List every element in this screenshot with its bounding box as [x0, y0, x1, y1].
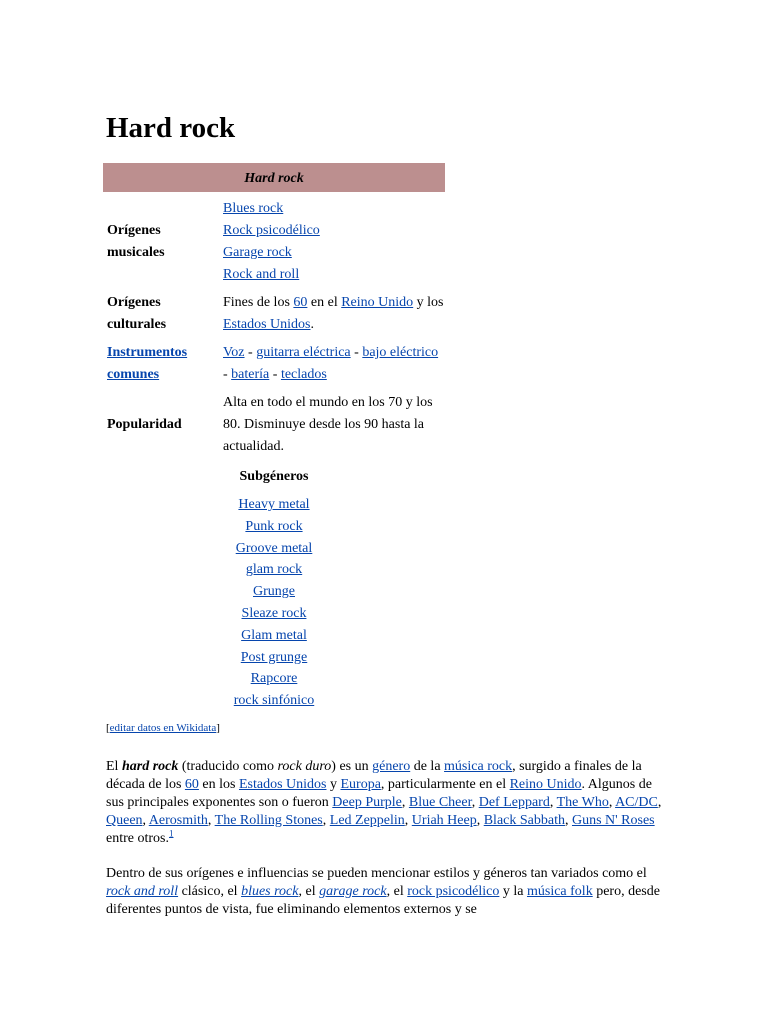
link-blues-rock[interactable]	[241, 884, 298, 899]
text: clásico, el	[178, 884, 242, 899]
text: de la	[410, 759, 445, 774]
subgeneros-title: Subgéneros	[239, 469, 309, 484]
text: pero, desde diferentes puntos de vista, fue eliminando elementos externos y se	[106, 884, 660, 917]
link-band[interactable]: AC/DC	[615, 795, 658, 810]
text: ,	[657, 795, 662, 810]
term: rock duro	[277, 759, 332, 774]
separator: -	[244, 345, 257, 360]
label-line: Instrumentos	[107, 345, 188, 360]
label-line: musicales	[107, 245, 165, 260]
subgeneros-list	[103, 494, 445, 712]
link-subgenero[interactable]: Post grunge	[240, 649, 308, 665]
text: , el	[298, 884, 320, 899]
link-teclados[interactable]: teclados	[280, 367, 327, 382]
link-band[interactable]: The Who	[556, 795, 609, 810]
separator: -	[350, 345, 363, 360]
text: ,	[476, 813, 484, 828]
text: ,	[564, 813, 572, 828]
article-body	[106, 758, 666, 936]
link-band[interactable]: Black Sabbath	[483, 813, 565, 828]
link-genero[interactable]: género	[372, 759, 411, 774]
paragraph-intro	[106, 758, 666, 848]
text: ,	[471, 795, 479, 810]
separator: -	[269, 367, 281, 382]
text: El	[106, 759, 122, 774]
link-estados-unidos[interactable]: Estados Unidos	[238, 777, 327, 792]
link-editar-wikidata[interactable]: editar datos en Wikidata	[109, 722, 217, 734]
text: y los	[413, 295, 444, 310]
infobox-label	[103, 220, 223, 264]
link-reino-unido[interactable]: Reino Unido	[341, 295, 414, 310]
wikidata-edit	[106, 722, 220, 734]
text: ,	[549, 795, 557, 810]
infobox-label: Popularidad	[107, 417, 182, 432]
text: en el	[307, 295, 342, 310]
label-line: Orígenes	[107, 223, 161, 238]
link-voz[interactable]: Voz	[223, 345, 245, 360]
link-rock-psicodelico[interactable]: rock psicodélico	[407, 884, 500, 899]
text: ) es un	[331, 759, 373, 774]
link-subgenero[interactable]: Sleaze rock	[241, 605, 307, 621]
text: , particularmente en el	[380, 777, 510, 792]
text: .	[310, 317, 314, 332]
infobox-header: Hard rock	[103, 163, 445, 192]
bracket: ]	[216, 722, 220, 734]
infobox-row-instrumentos	[103, 342, 445, 386]
link-band[interactable]: Uriah Heep	[411, 813, 477, 828]
link-text: blues rock	[241, 884, 299, 899]
link-subgenero[interactable]: rock sinfónico	[233, 693, 315, 709]
link-subgenero[interactable]: Glam metal	[241, 627, 307, 643]
text: entre otros.	[106, 831, 169, 846]
link-subgenero[interactable]: glam rock	[245, 562, 303, 578]
link-musica-rock[interactable]: música rock	[444, 759, 513, 774]
link-bateria[interactable]: batería	[231, 367, 270, 382]
text: en los	[198, 777, 239, 792]
page-title: Hard rock	[106, 112, 236, 144]
infobox-row-origenes-culturales	[103, 292, 445, 336]
paragraph-origins	[106, 865, 666, 919]
text: y la	[499, 884, 527, 899]
link-band[interactable]: Def Leppard	[478, 795, 550, 810]
text: Fines de los	[223, 295, 294, 310]
link-rock-psicodelico[interactable]: Rock psicodélico	[223, 223, 320, 238]
link-rock-and-roll[interactable]	[106, 884, 178, 899]
link-europa[interactable]: Europa	[340, 777, 381, 792]
infobox-value	[223, 292, 445, 336]
text: ,	[207, 813, 215, 828]
link-garage-rock[interactable]	[319, 884, 387, 899]
link-band[interactable]: The Rolling Stones	[214, 813, 323, 828]
reference-link[interactable]: 1	[168, 828, 174, 839]
text: ,	[322, 813, 330, 828]
infobox-value	[223, 342, 445, 386]
link-band[interactable]: Aerosmith	[148, 813, 208, 828]
link-band[interactable]: Guns N' Roses	[571, 813, 655, 828]
link-blues-rock[interactable]: Blues rock	[223, 201, 284, 216]
link-subgenero[interactable]: Grunge	[253, 584, 295, 600]
text: ,	[608, 795, 616, 810]
separator: -	[223, 367, 232, 382]
infobox	[103, 163, 445, 712]
link-text: garage rock	[319, 884, 387, 899]
link-band[interactable]: Led Zeppelin	[329, 813, 405, 828]
link-text: rock and roll	[106, 884, 179, 899]
link-60[interactable]: 60	[293, 295, 308, 310]
link-musica-folk[interactable]: música folk	[526, 884, 593, 899]
text: (traducido como	[178, 759, 278, 774]
text: ,	[401, 795, 409, 810]
text: . Algunos de sus principales exponentes son o fueron	[106, 777, 652, 810]
link-subgenero[interactable]: Rapcore	[250, 671, 298, 687]
link-band[interactable]: Queen	[106, 813, 143, 828]
text: ,	[404, 813, 412, 828]
link-guitarra-electrica[interactable]: guitarra eléctrica	[256, 345, 351, 360]
label-line: Orígenes	[107, 295, 161, 310]
link-reino-unido[interactable]: Reino Unido	[509, 777, 582, 792]
bracket: [	[106, 722, 110, 734]
link-band[interactable]: Blue Cheer	[408, 795, 472, 810]
text: y	[326, 777, 341, 792]
link-subgenero[interactable]: Groove metal	[235, 540, 313, 556]
infobox-label	[103, 292, 223, 336]
text: , el	[386, 884, 408, 899]
infobox-value: Alta en todo el mundo en los 70 y los 80. Disminuye desde los 90 hasta la actualidad.	[223, 395, 433, 454]
text: Dentro de sus orígenes e influencias se pueden mencionar estilos y géneros tan variados como el	[106, 866, 647, 881]
text: ,	[142, 813, 149, 828]
link-estados-unidos[interactable]: Estados Unidos	[223, 317, 311, 332]
link-bajo-electrico[interactable]: bajo eléctrico	[362, 345, 439, 360]
link-subgenero[interactable]: Punk rock	[245, 518, 303, 534]
label-line: culturales	[107, 317, 167, 332]
text: , surgido a finales de la década de los	[106, 759, 642, 792]
link-subgenero[interactable]: Heavy metal	[238, 497, 310, 512]
infobox-label	[103, 342, 223, 386]
link-rock-and-roll[interactable]: Rock and roll	[223, 267, 300, 282]
link-garage-rock[interactable]: Garage rock	[223, 245, 292, 260]
infobox-value	[223, 198, 445, 286]
infobox-row-origenes-musicales	[103, 198, 445, 286]
link-60[interactable]: 60	[184, 777, 199, 792]
infobox-row-popularidad	[103, 392, 445, 458]
link-instrumentos[interactable]	[107, 345, 187, 382]
label-line: comunes	[107, 367, 160, 382]
link-band[interactable]: Deep Purple	[332, 795, 402, 810]
term: hard rock	[121, 759, 179, 774]
